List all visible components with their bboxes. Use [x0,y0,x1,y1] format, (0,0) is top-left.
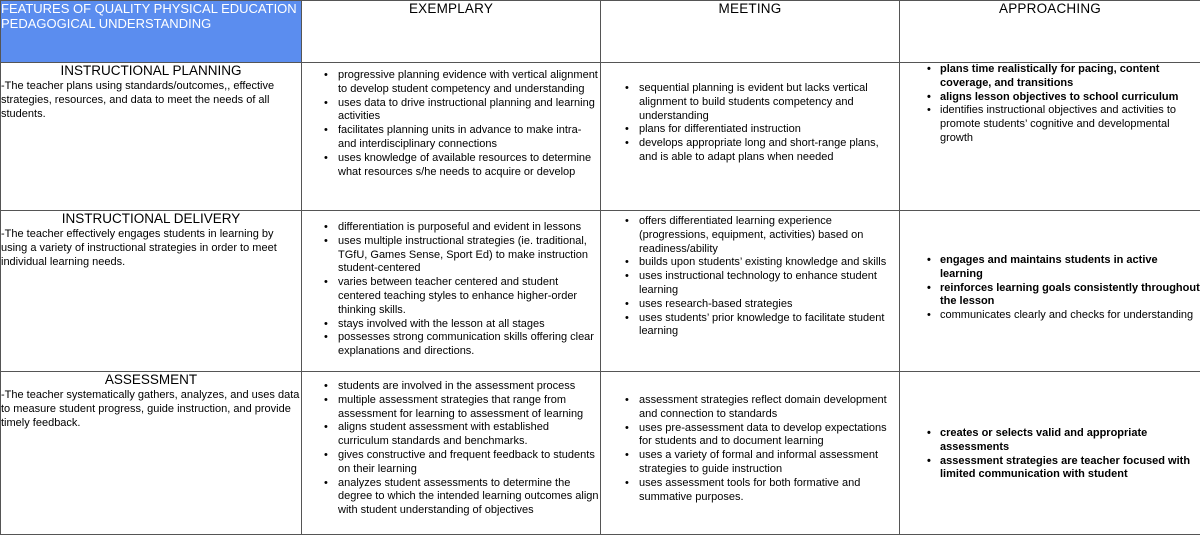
list-item: • uses students’ prior knowledge to facilitate student learning [639,312,899,340]
criteria-list [601,215,899,339]
list-item: • students are involved in the assessment process [338,380,600,394]
row-title: ASSESSMENT [1,372,301,387]
list-item: • progressive planning evidence with vertical alignment to develop student competency and understanding [338,69,600,97]
list-item: • analyzes student assessments to determine the degree to which the intended learning outcomes align with student understanding of objectives [338,477,600,518]
criteria-list [900,254,1200,323]
list-item: • creates or selects valid and appropriate assessments [940,427,1200,455]
list-item: • plans for differentiated instruction [639,123,899,137]
list-item: • stays involved with the lesson at all stages [338,318,600,332]
list-item: • assessment strategies are teacher focused with limited communication with student [940,455,1200,483]
row-title: INSTRUCTIONAL PLANNING [1,63,301,78]
exemplary-cell [302,372,601,535]
meeting-cell [601,211,900,372]
list-item: • uses instructional technology to enhance student learning [639,270,899,298]
list-item: • sequential planning is evident but lacks vertical alignment to build students competency and understanding [639,82,899,123]
list-item: • develops appropriate long and short-range plans, and is able to adapt plans when needed [639,137,899,165]
list-item: • communicates clearly and checks for understanding [940,309,1200,323]
row-description: -The teacher effectively engages students in learning by using a variety of instructional strategies in order to meet individual learning needs. [1,227,301,269]
row-header [1,372,302,535]
list-item: • gives constructive and frequent feedback to students on their learning [338,449,600,477]
list-item: • differentiation is purposeful and evident in lessons [338,221,600,235]
criteria-list [302,69,600,179]
list-item: • aligns lesson objectives to school curriculum [940,91,1200,105]
list-item: • uses research-based strategies [639,298,899,312]
criteria-list [302,380,600,518]
column-header-meeting: MEETING [601,1,900,63]
list-item: • uses data to drive instructional planning and learning activities [338,97,600,125]
list-item: • assessment strategies reflect domain development and connection to standards [639,394,899,422]
list-item: • uses knowledge of available resources to determine what resources s/he needs to acquire or develop [338,152,600,180]
list-item: • engages and maintains students in active learning [940,254,1200,282]
column-header-exemplary: EXEMPLARY [302,1,601,63]
list-item: • aligns student assessment with established curriculum standards and benchmarks. [338,421,600,449]
table-row [1,63,1200,211]
criteria-list [900,63,1200,146]
list-item: • uses a variety of formal and informal assessment strategies to guide instruction [639,449,899,477]
list-item: • possesses strong communication skills offering clear explanations and directions. [338,331,600,359]
list-item: • facilitates planning units in advance to make intra- and interdisciplinary connections [338,124,600,152]
criteria-list [302,221,600,359]
approaching-cell [900,63,1200,211]
table-row [1,211,1200,372]
list-item: • builds upon students’ existing knowledge and skills [639,256,899,270]
list-item: • uses assessment tools for both formative and summative purposes. [639,477,899,505]
table-row [1,372,1200,535]
criteria-list [601,394,899,504]
exemplary-cell [302,63,601,211]
approaching-cell [900,211,1200,372]
list-item: • offers differentiated learning experience (progressions, equipment, activities) based on readiness/ability [639,215,899,256]
row-description: -The teacher plans using standards/outcomes,, effective strategies, resources, and data to meet the needs of all students. [1,79,301,121]
header-row [1,1,1200,63]
rubric-title: FEATURES OF QUALITY PHYSICAL EDUCATION PEDAGOGICAL UNDERSTANDING [1,1,302,63]
list-item: • identifies instructional objectives and activities to promote students’ cognitive and developmental growth [940,104,1200,145]
meeting-cell [601,372,900,535]
list-item: • reinforces learning goals consistently throughout the lesson [940,282,1200,310]
list-item: • plans time realistically for pacing, content coverage, and transitions [940,63,1200,91]
list-item: • uses pre-assessment data to develop expectations for students and to document learning [639,422,899,450]
row-title: INSTRUCTIONAL DELIVERY [1,211,301,226]
meeting-cell [601,63,900,211]
criteria-list [900,427,1200,482]
row-header [1,63,302,211]
row-description: -The teacher systematically gathers, analyzes, and uses data to measure student progress, guide instruction, and provide timely feedback. [1,388,301,430]
column-header-approaching: APPROACHING [900,1,1200,63]
list-item: • multiple assessment strategies that range from assessment for learning to assessment of learning [338,394,600,422]
list-item: • varies between teacher centered and student centered teaching styles to enhance higher-order thinking skills. [338,276,600,317]
criteria-list [601,82,899,165]
row-header [1,211,302,372]
list-item: • uses multiple instructional strategies (ie. traditional, TGfU, Games Sense, Sport Ed) to make instruction student-centered [338,235,600,276]
exemplary-cell [302,211,601,372]
approaching-cell [900,372,1200,535]
